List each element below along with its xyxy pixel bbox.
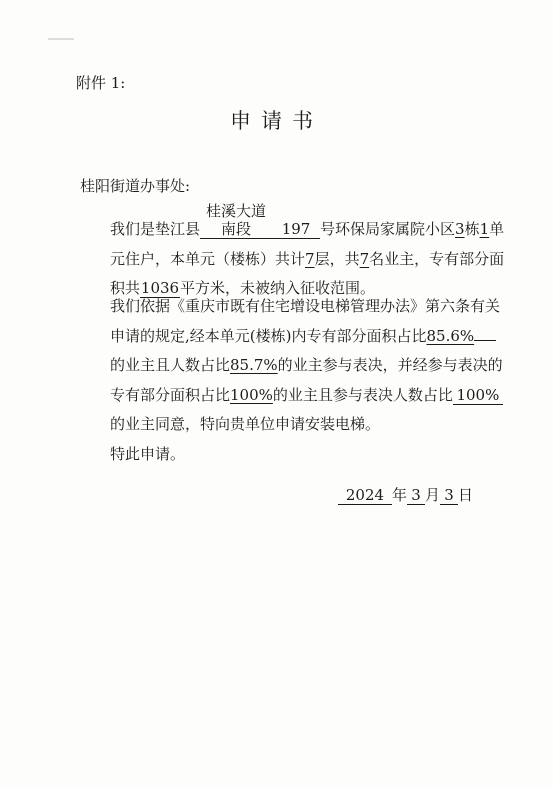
scan-mark [48, 38, 74, 40]
text-segment: 我们依据《重庆市既有住宅增设电梯管理办法》第六条有关申请的规定,经本单元(楼栋)内专有部分面积占比 [110, 297, 501, 345]
text-segment: 的业主同意，特向贵单位申请安装电梯。 [110, 415, 381, 433]
house-number-field [272, 220, 320, 239]
text-segment: 单元住户，本单元（楼栋）共计 [110, 220, 505, 268]
house-number: 197 [281, 220, 311, 238]
road-name: 桂溪大道南段 [206, 202, 267, 238]
month-unit: 月 [424, 486, 440, 504]
annex-label: 附件 1: [76, 74, 126, 92]
text-segment: 栋 [464, 220, 480, 238]
text-segment: 号环保局家属院小区 [320, 220, 456, 238]
text-segment: 名业主，专有部分面积共 [110, 249, 505, 297]
text-segment: 我们是垫江县 [110, 220, 201, 238]
date-day: 3 [444, 486, 454, 504]
text-segment: 的业主参与表决，并经参与表决的专有部分面积占比 [110, 356, 503, 404]
document-title: 申请书 [230, 109, 323, 133]
date-month: 3 [411, 486, 421, 504]
total-area: 1036 [140, 279, 180, 297]
unit-number: 1 [479, 220, 490, 238]
owner-count: 7 [359, 249, 370, 268]
vote-people-percentage: 100% [456, 385, 500, 404]
blank-line [474, 340, 496, 341]
people-percentage: 85.7% [230, 356, 278, 374]
day-field [440, 486, 458, 505]
building-number: 3 [455, 220, 465, 238]
text-segment: 层，共 [314, 249, 360, 268]
vote-area-percentage: 100% [230, 385, 273, 404]
date-year: 2024 [345, 486, 385, 504]
text-segment: 的业主且参与表决人数占比 [272, 385, 453, 404]
year-unit: 年 [391, 486, 407, 504]
paragraph-residence [80, 202, 510, 304]
text-segment: 平方米，未被纳入征收范围。 [180, 279, 376, 297]
area-percentage: 85.6% [426, 326, 475, 345]
month-field [407, 486, 425, 505]
floor-count: 7 [305, 249, 315, 268]
vote-people-field [453, 386, 503, 405]
paragraph-basis [80, 292, 510, 440]
text-segment: 的业主且人数占比 [110, 356, 231, 374]
addressee: 桂阳街道办事处: [80, 177, 191, 195]
signature-date [338, 484, 473, 505]
year-field [338, 486, 392, 505]
road-name-field [200, 202, 272, 239]
day-unit: 日 [457, 486, 473, 504]
closing-statement: 特此申请。 [110, 445, 186, 463]
